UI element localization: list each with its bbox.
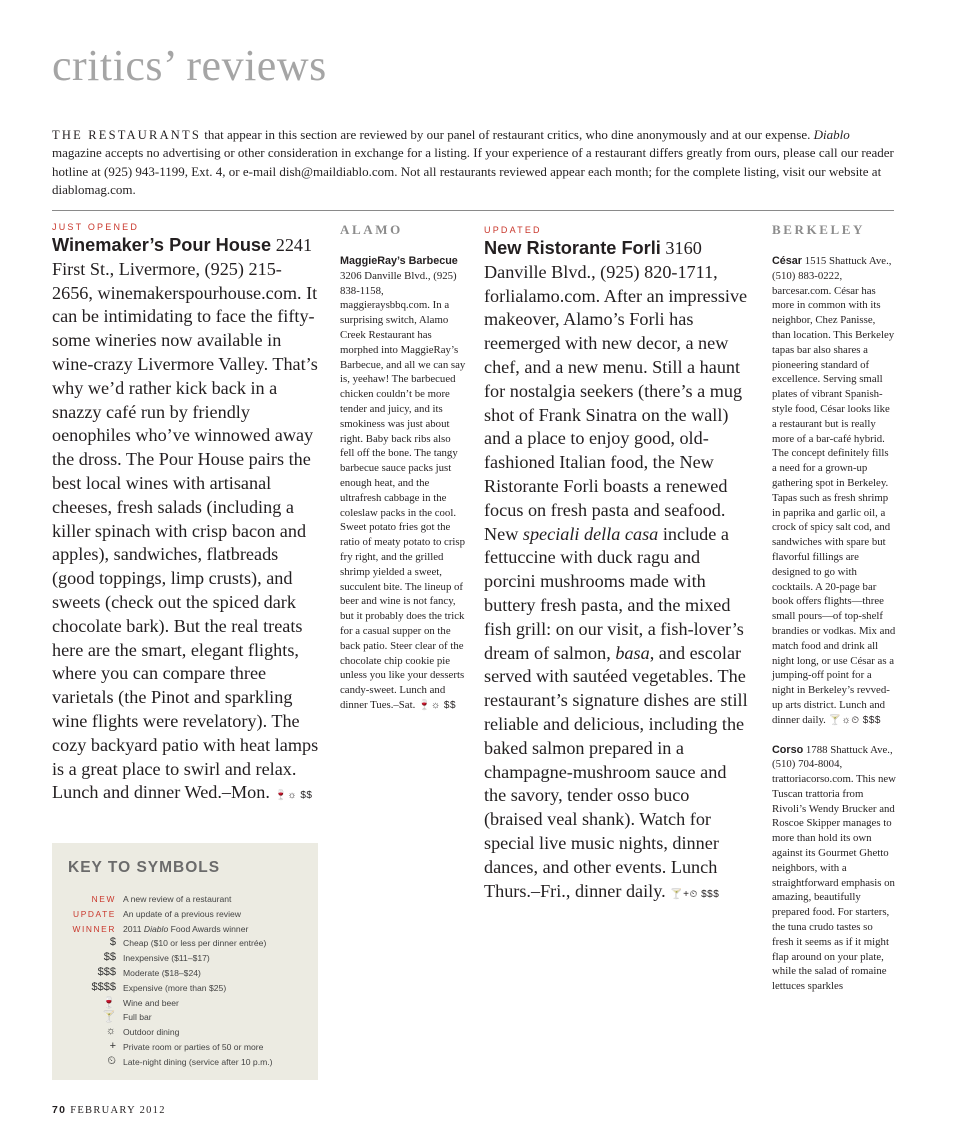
page-number: 70 <box>52 1104 67 1116</box>
key-desc-italic: Diablo <box>143 923 169 934</box>
key-row <box>52 924 318 939</box>
intro-paragraph <box>52 126 900 200</box>
review-body-c: , and escolar served with sautéed vegetables. The restaurant’s signature dishes are still reliable and delicious, including the baked salmon prepared in a champagne-mushroom sauce and the savory, tender osso buco (braised veal shank). Watch for special live music nights, dinner dances, and other events. Lunch Thurs.–Fri., dinner daily. <box>484 642 748 901</box>
price-symbols: 🍸+⏲ $$$ <box>670 888 720 900</box>
restaurant-name: New Ristorante Forli <box>484 238 661 258</box>
review-ristorante-forli <box>484 225 750 906</box>
key-description: Late-night dining (service after 10 p.m.) <box>123 1056 273 1067</box>
key-description: Moderate ($18–$24) <box>123 968 201 978</box>
key-row <box>52 938 318 953</box>
review-winemakers-pour-house <box>52 222 322 808</box>
key-row <box>52 953 318 968</box>
key-desc-part: Food Awards winner <box>168 923 249 934</box>
just-opened-tag: JUST OPENED <box>52 222 140 232</box>
key-description: Outdoor dining <box>123 1027 180 1038</box>
key-description: Full bar <box>123 1012 152 1023</box>
key-description <box>123 924 248 934</box>
key-description: Private room or parties of 50 or more <box>123 1042 264 1052</box>
key-row <box>52 998 318 1013</box>
key-title: KEY TO SYMBOLS <box>68 859 221 876</box>
plus-icon: + <box>109 1040 116 1052</box>
intro-text-2: magazine accepts no advertising or other consideration in exchange for a listing. If your experience of a restaurant differs greatly from ours, please call our reader hotline at (925) 943-1199, Ext. 4, or e-mail dish@maildiablo.com. Not all restaurants reviewed appear each month; for the complete listing, visit our website at diablomag.com. <box>52 145 894 198</box>
key-symbol: WINNER <box>72 923 116 934</box>
key-row <box>52 980 318 998</box>
page-footer <box>52 1104 166 1116</box>
review-body: 1515 Shattuck Ave., (510) 883-0222, barcesar.com. César has more in common with its neighbor, Chez Panisse, than location. This Berkeley tapas bar also shares a pioneering standard of excellence. Serving small plates of vibrant Spanish-style food, César looks like a restaurant but is really more of a bar-café hybrid. The concept definitely fills a need for a grown-up gathering spot in Berkeley. Tapas such as fresh shrimp in paprika and garlic oil, a crock of spicy salt cod, and sandwiches with spare but flavorful fillings are designed to go with cocktails. A 20-page bar book offers flights—three small pours—of top-shelf brandies or vodkas. Mix and match food and drink all night long, or use César as a jumping-off point for a night in Berkeley’s revved-up arts district. Lunch and dinner daily. <box>772 255 896 726</box>
key-symbol: $$ <box>103 951 116 964</box>
key-description: Inexpensive ($11–$17) <box>123 953 210 964</box>
key-row <box>52 1012 318 1027</box>
review-italic-a: speciali della casa <box>522 523 659 544</box>
intro-text-1: that appear in this section are reviewed by our panel of restaurant critics, who dine anonymously and at our expense. <box>201 127 814 142</box>
review-italic-b: basa <box>615 642 650 663</box>
key-description: A new review of a restaurant <box>123 894 232 904</box>
review-body-a: 3160 Danville Blvd., (925) 820-1711, forlialamo.com. After an impressive makeover, Alamo’s Forli has reemerged with new decor, a new chef, and a new menu. Still a haunt for nostalgia seekers (there’s a mug shot of Frank Sinatra on the wall) and a place to enjoy good, old-fashioned Italian food, the New Ristorante Forli boasts a renewed focus on fresh pasta and seafood. New <box>484 238 748 544</box>
review-text <box>340 254 466 714</box>
location-berkeley: BERKELEY <box>772 222 866 237</box>
review-body: 2241 First St., Livermore, (925) 215-2656, winemakerspourhouse.com. It can be intimidating to face the fifty-some wineries now available in wine-crazy Livermore Valley. That’s why we’d rather kick back in a snazzy café run by friendly oenophiles who’ve winnowed away the dross. The Pour House pairs the best local wines with artisanal cheeses, fresh salads (including a killer spinach with crisp bacon and apples), sandwiches, flatbreads (good toppings, limp crusts), and sweets (check out the spiced dark chocolate bark). But the real treats here are the smart, elegant flights, where you can compare three varietals (the Pinot and sparkling wine flights were revelatory). The cozy backyard patio with heat lamps is a great place to swirl and relax. Lunch and dinner Wed.–Mon. <box>52 235 319 803</box>
review-cesar <box>772 254 896 729</box>
key-description: Expensive (more than $25) <box>123 982 227 993</box>
key-description: Wine and beer <box>123 997 179 1008</box>
price-symbols: 🍷☼ $$ <box>418 699 457 711</box>
key-description: Cheap ($10 or less per dinner entrée) <box>123 938 267 949</box>
updated-tag: UPDATED <box>484 225 542 235</box>
review-body-b: include a fettuccine with duck ragu and porcini mushrooms made with buttery fresh pasta, and the mixed fish grill: on our visit, a fish-lover’s dream of salmon, <box>484 523 744 663</box>
sun-icon: ☼ <box>105 1025 116 1038</box>
intro-lead: THE RESTAURANTS <box>52 128 202 142</box>
divider <box>52 210 894 211</box>
key-symbol: $$$$ <box>91 980 116 993</box>
intro-magazine-name: Diablo <box>813 127 850 142</box>
wine-glass-icon: 🍷 <box>102 996 116 1009</box>
price-symbols: 🍸☼⏲ $$$ <box>828 714 881 726</box>
restaurant-name: Corso <box>772 743 804 756</box>
key-symbol: NEW <box>91 894 116 904</box>
price-symbols: 🍷☼ $$ <box>274 790 313 802</box>
key-to-symbols <box>52 843 318 1080</box>
key-row <box>52 894 318 909</box>
location-alamo: ALAMO <box>340 222 403 237</box>
key-row <box>52 1027 318 1042</box>
key-row <box>52 1042 318 1057</box>
reviews-berkeley <box>772 222 896 994</box>
review-text <box>52 234 322 808</box>
key-symbol: $ <box>109 936 116 949</box>
restaurant-name: Winemaker’s Pour House <box>52 235 272 255</box>
key-symbol: UPDATE <box>73 908 116 919</box>
restaurant-name: MaggieRay’s Barbecue <box>340 255 458 267</box>
cocktail-glass-icon: 🍸 <box>102 1011 116 1024</box>
key-symbol: $$$ <box>97 966 116 978</box>
page-title: critics’ reviews <box>52 41 327 90</box>
key-description: An update of a previous review <box>123 908 241 919</box>
review-text <box>484 237 750 906</box>
key-desc-part: 2011 <box>123 923 144 934</box>
review-maggierays <box>340 222 466 714</box>
restaurant-name: César <box>772 255 803 267</box>
review-body: 1788 Shattuck Ave., (510) 704-8004, trattoriacorso.com. This new Tuscan trattoria from Rivoli’s Wendy Brucker and Roscoe Skipper manages to more than hold its own against its Gourmet Ghetto neighbors, with a straightforward emphasis on amazing, beautifully prepared food. For starters, the tuna crudo tastes so fresh it seems as if it might flap around on your plate, while the salad of romaine lettuces sparkles <box>772 743 896 993</box>
clock-icon: ⏲ <box>107 1054 116 1067</box>
key-row <box>52 909 318 924</box>
issue-date: FEBRUARY 2012 <box>66 1105 166 1116</box>
review-corso <box>772 743 896 995</box>
key-row <box>52 1054 318 1072</box>
review-body: 3206 Danville Blvd., (925) 838-1158, maggieraysbbq.com. In a surprising switch, Alamo Creek Restaurant has morphed into MaggieRay’s Barbecue, and all we can say is, yeehaw! The barbecued chicken couldn’t be more tender and juicy, and its smokiness was just about right. Baby back ribs also fell off the bone. The tangy barbecue sauce packs just enough heat, and the ultrafresh cabbage in the coleslaw packs in the cool. Sweet potato fries got the ratio of meaty potato to crisp fry right, and the grilled shrimp yielded a sweet, succulent bite. The lineup of beer and wine is not fancy, but it probably does the trick for a casual supper on the back patio. Steer clear of the chocolate chip cookie pie unless you like your desserts candy-sweet. Lunch and dinner Tues.–Sat. <box>340 269 466 711</box>
